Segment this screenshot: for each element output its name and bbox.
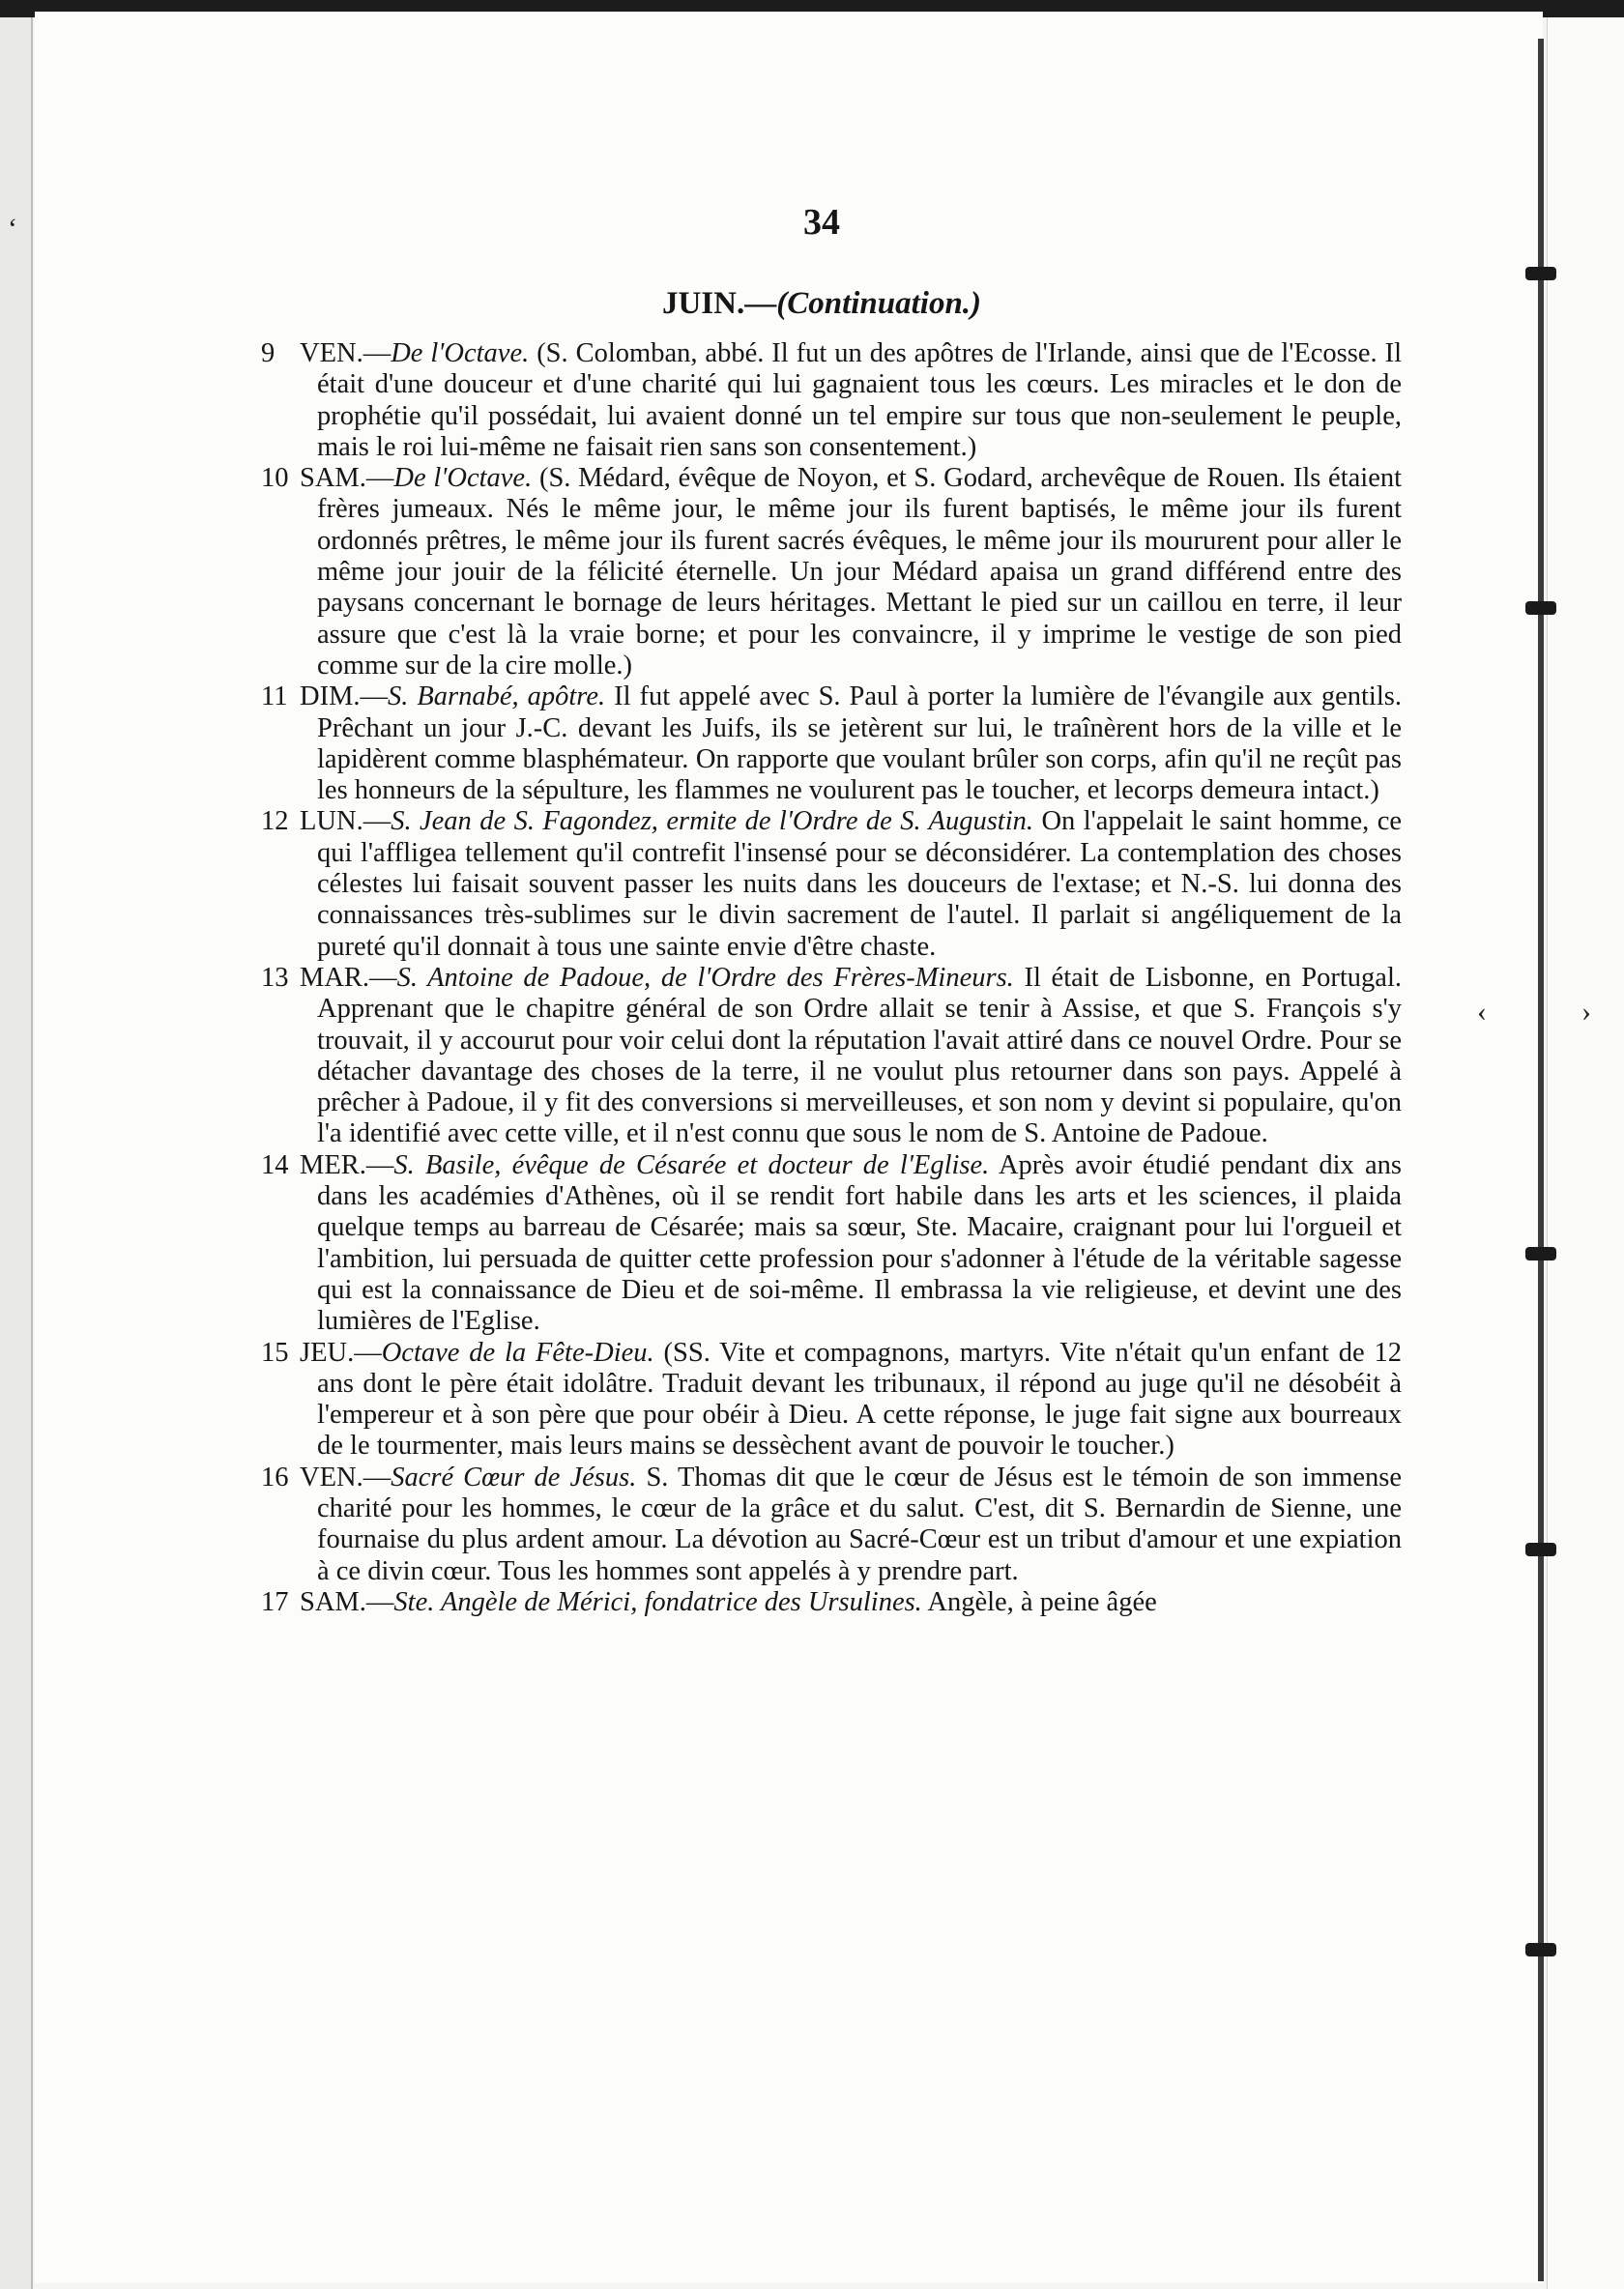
entry-weekday: SAM.— <box>300 1586 394 1617</box>
stitch-knot <box>1525 1543 1556 1556</box>
entry-date: 12 <box>261 806 289 837</box>
entry-date: 16 <box>261 1462 289 1492</box>
calendar-entry <box>261 1150 1402 1338</box>
calendar-entry <box>261 1587 1402 1618</box>
next-page-edge <box>1547 17 1624 2289</box>
header-month: JUIN.— <box>661 286 777 321</box>
entry-date: 17 <box>261 1586 289 1617</box>
entry-weekday: MAR.— <box>300 962 397 993</box>
calendar-entry <box>261 338 1402 463</box>
header-note: (Continuation.) <box>776 286 982 321</box>
entry-text: Il fut appelé avec S. Paul à porter la lumière de l'évangile aux gentils. Prêchant un jour J.-C. devant les Juifs, ils se jetèrent sur lui, le traînèrent hors de la ville et le lapidèrent comme blasphémateur. On rapporte que voulant brûler son corps, afin qu'il ne reçût pas les honneurs de la sépulture, les flammes ne voulurent pas le toucher, et lecorps demeura intact.) <box>317 681 1402 806</box>
calendar-entry <box>261 806 1402 962</box>
entry-date: 9 <box>261 338 276 368</box>
calendar-entry <box>261 1338 1402 1463</box>
entry-feast: De l'Octave. <box>393 463 533 494</box>
entry-feast: S. Barnabé, apôtre. <box>388 681 606 712</box>
entry-date: 10 <box>261 463 289 494</box>
entry-text: Après avoir étudié pendant dix ans dans les académies d'Athènes, où il se rendit fort habile dans les arts et les sciences, il plaida quelque temps au barreau de Césarée; mais sa sœur, Ste. Macaire, craignant pour lui l'orgueil et l'ambition, lui persuada de quitter cette profession pour s'adonner à l'étude de la véritable sagesse qui est la connaissance de Dieu et de soi-même. Il embrassa la vie religieuse, et devint une des lumières de l'Eglise. <box>317 1149 1402 1337</box>
calendar-entry <box>261 1463 1402 1587</box>
page-number: 34 <box>803 202 840 243</box>
entry-weekday: SAM.— <box>300 463 394 494</box>
running-header <box>0 286 1624 322</box>
scan-left-margin <box>0 17 33 2289</box>
stitch-knot <box>1525 1943 1556 1956</box>
entry-text: (SS. Vite et compagnons, martyrs. Vite n'était qu'un enfant de 12 ans dont le père était idolâtre. Traduit devant les tribunaux, il répond au juge qu'il ne désobéit à l'empereur et à son père que pour obéir à Dieu. A cette réponse, le juge fait signe aux bourreaux de le tourmenter, mais leurs mains se dessèchent avant de pouvoir le toucher.) <box>317 1337 1402 1462</box>
entry-feast: Octave de la Fête-Dieu. <box>381 1337 654 1368</box>
entry-text: Il était de Lisbonne, en Portugal. Apprenant que le chapitre général de son Ordre allait se tenir à Assise, et que S. François s'y trouvait, il y accourut pour voir celui dont la réputation l'avait attiré dans ce nouvel Ordre. Pour se détacher davantage des choses de la terre, il ne voulut plus retourner dans son pays. Appelé à prêcher à Padoue, il y fit des conversions si merveilleuses, et son nom y devint si populaire, qu'on l'a identifié avec cette ville, et il n'est connu que sous le nom de S. Antoine de Padoue. <box>317 962 1402 1149</box>
stitch-knot <box>1525 601 1556 615</box>
entry-feast: Sacré Cœur de Jésus. <box>391 1462 637 1492</box>
entry-text: Angèle, à peine âgée <box>927 1586 1157 1617</box>
entry-weekday: LUN.— <box>300 806 392 837</box>
stitch-knot <box>1525 267 1556 280</box>
entry-date: 15 <box>261 1337 289 1368</box>
calendar-entry <box>261 681 1402 806</box>
entry-feast: Ste. Angèle de Mérici, fondatrice des Ursulines. <box>393 1586 922 1617</box>
entry-weekday: JEU.— <box>300 1337 382 1368</box>
entry-date: 11 <box>261 681 288 712</box>
entry-date: 13 <box>261 962 289 993</box>
entry-text: S. Thomas dit que le cœur de Jésus est le témoin de son immense charité pour les hommes, le cœur de la grâce et du salut. C'est, dit S. Bernardin de Sienne, une fournaise du plus ardent amour. La dévotion au Sacré-Cœur est un tribut d'amour et une expiation à ce divin cœur. Tous les hommes sont appelés à y prendre part. <box>317 1462 1403 1586</box>
scan-speck: ‘ <box>8 213 17 245</box>
calendar-entry <box>261 963 1402 1150</box>
entry-text: (S. Médard, évêque de Noyon, et S. Godard, archevêque de Rouen. Ils étaient frères jumeaux. Nés le même jour, le même jour ils furent baptisés, le même jour ils furent ordonnés prêtres, le même jour ils furent sacrés évêques, le même jour ils moururent pour aller le même jour jouir de la félicité éternelle. Un jour Médard apaisa un grand différend entre des paysans concernant le bornage de leurs héritages. Mettant le pied sur un caillou en terre, il leur assure que c'est là la vraie borne; et pour les convaincre, il y imprime le vestige de son pied comme sur de la cire molle.) <box>317 463 1403 681</box>
entry-text: (S. Colomban, abbé. Il fut un des apôtres de l'Irlande, ainsi que de l'Ecosse. Il était d'une douceur et d'une charité qui lui gagnaient tous les cœurs. Les miracles et le don de prophétie qu'il possédait, lui avaient donné un tel empire sur tous que non-seulement le peuple, mais le roi lui-même ne faisait rien sans son consentement.) <box>317 338 1403 462</box>
scan-speck: ‹ <box>1477 996 1487 1028</box>
entry-feast: S. Basile, évêque de Césarée et docteur de l'Eglise. <box>393 1149 990 1180</box>
calendar-entry <box>261 463 1402 681</box>
entry-weekday: MER.— <box>300 1149 394 1180</box>
entry-feast: De l'Octave. <box>391 338 530 368</box>
entry-feast: S. Antoine de Padoue, de l'Ordre des Frères-Mineurs. <box>396 962 1014 993</box>
entry-feast: S. Jean de S. Fagondez, ermite de l'Ordre de S. Augustin. <box>391 806 1033 837</box>
entry-weekday: VEN.— <box>300 1462 392 1492</box>
scan-speck: › <box>1581 996 1591 1028</box>
entry-text: On l'appelait le saint homme, ce qui l'affligea tellement qu'il contrefit l'insensé pour se déconsidérer. La contemplation des choses célestes lui faisait souvent passer les nuits dans les douceurs de l'extase; et N.-S. lui donna des connaissances très-sublimes sur le divin sacrement de l'autel. Il parlait si angéliquement de la pureté qu'il donnait à tous une sainte envie d'être chaste. <box>317 806 1402 962</box>
entry-weekday: VEN.— <box>300 338 392 368</box>
entry-date: 14 <box>261 1149 289 1180</box>
calendar-entries <box>261 338 1402 1618</box>
entry-weekday: DIM.— <box>300 681 389 712</box>
stitch-knot <box>1525 1247 1556 1260</box>
